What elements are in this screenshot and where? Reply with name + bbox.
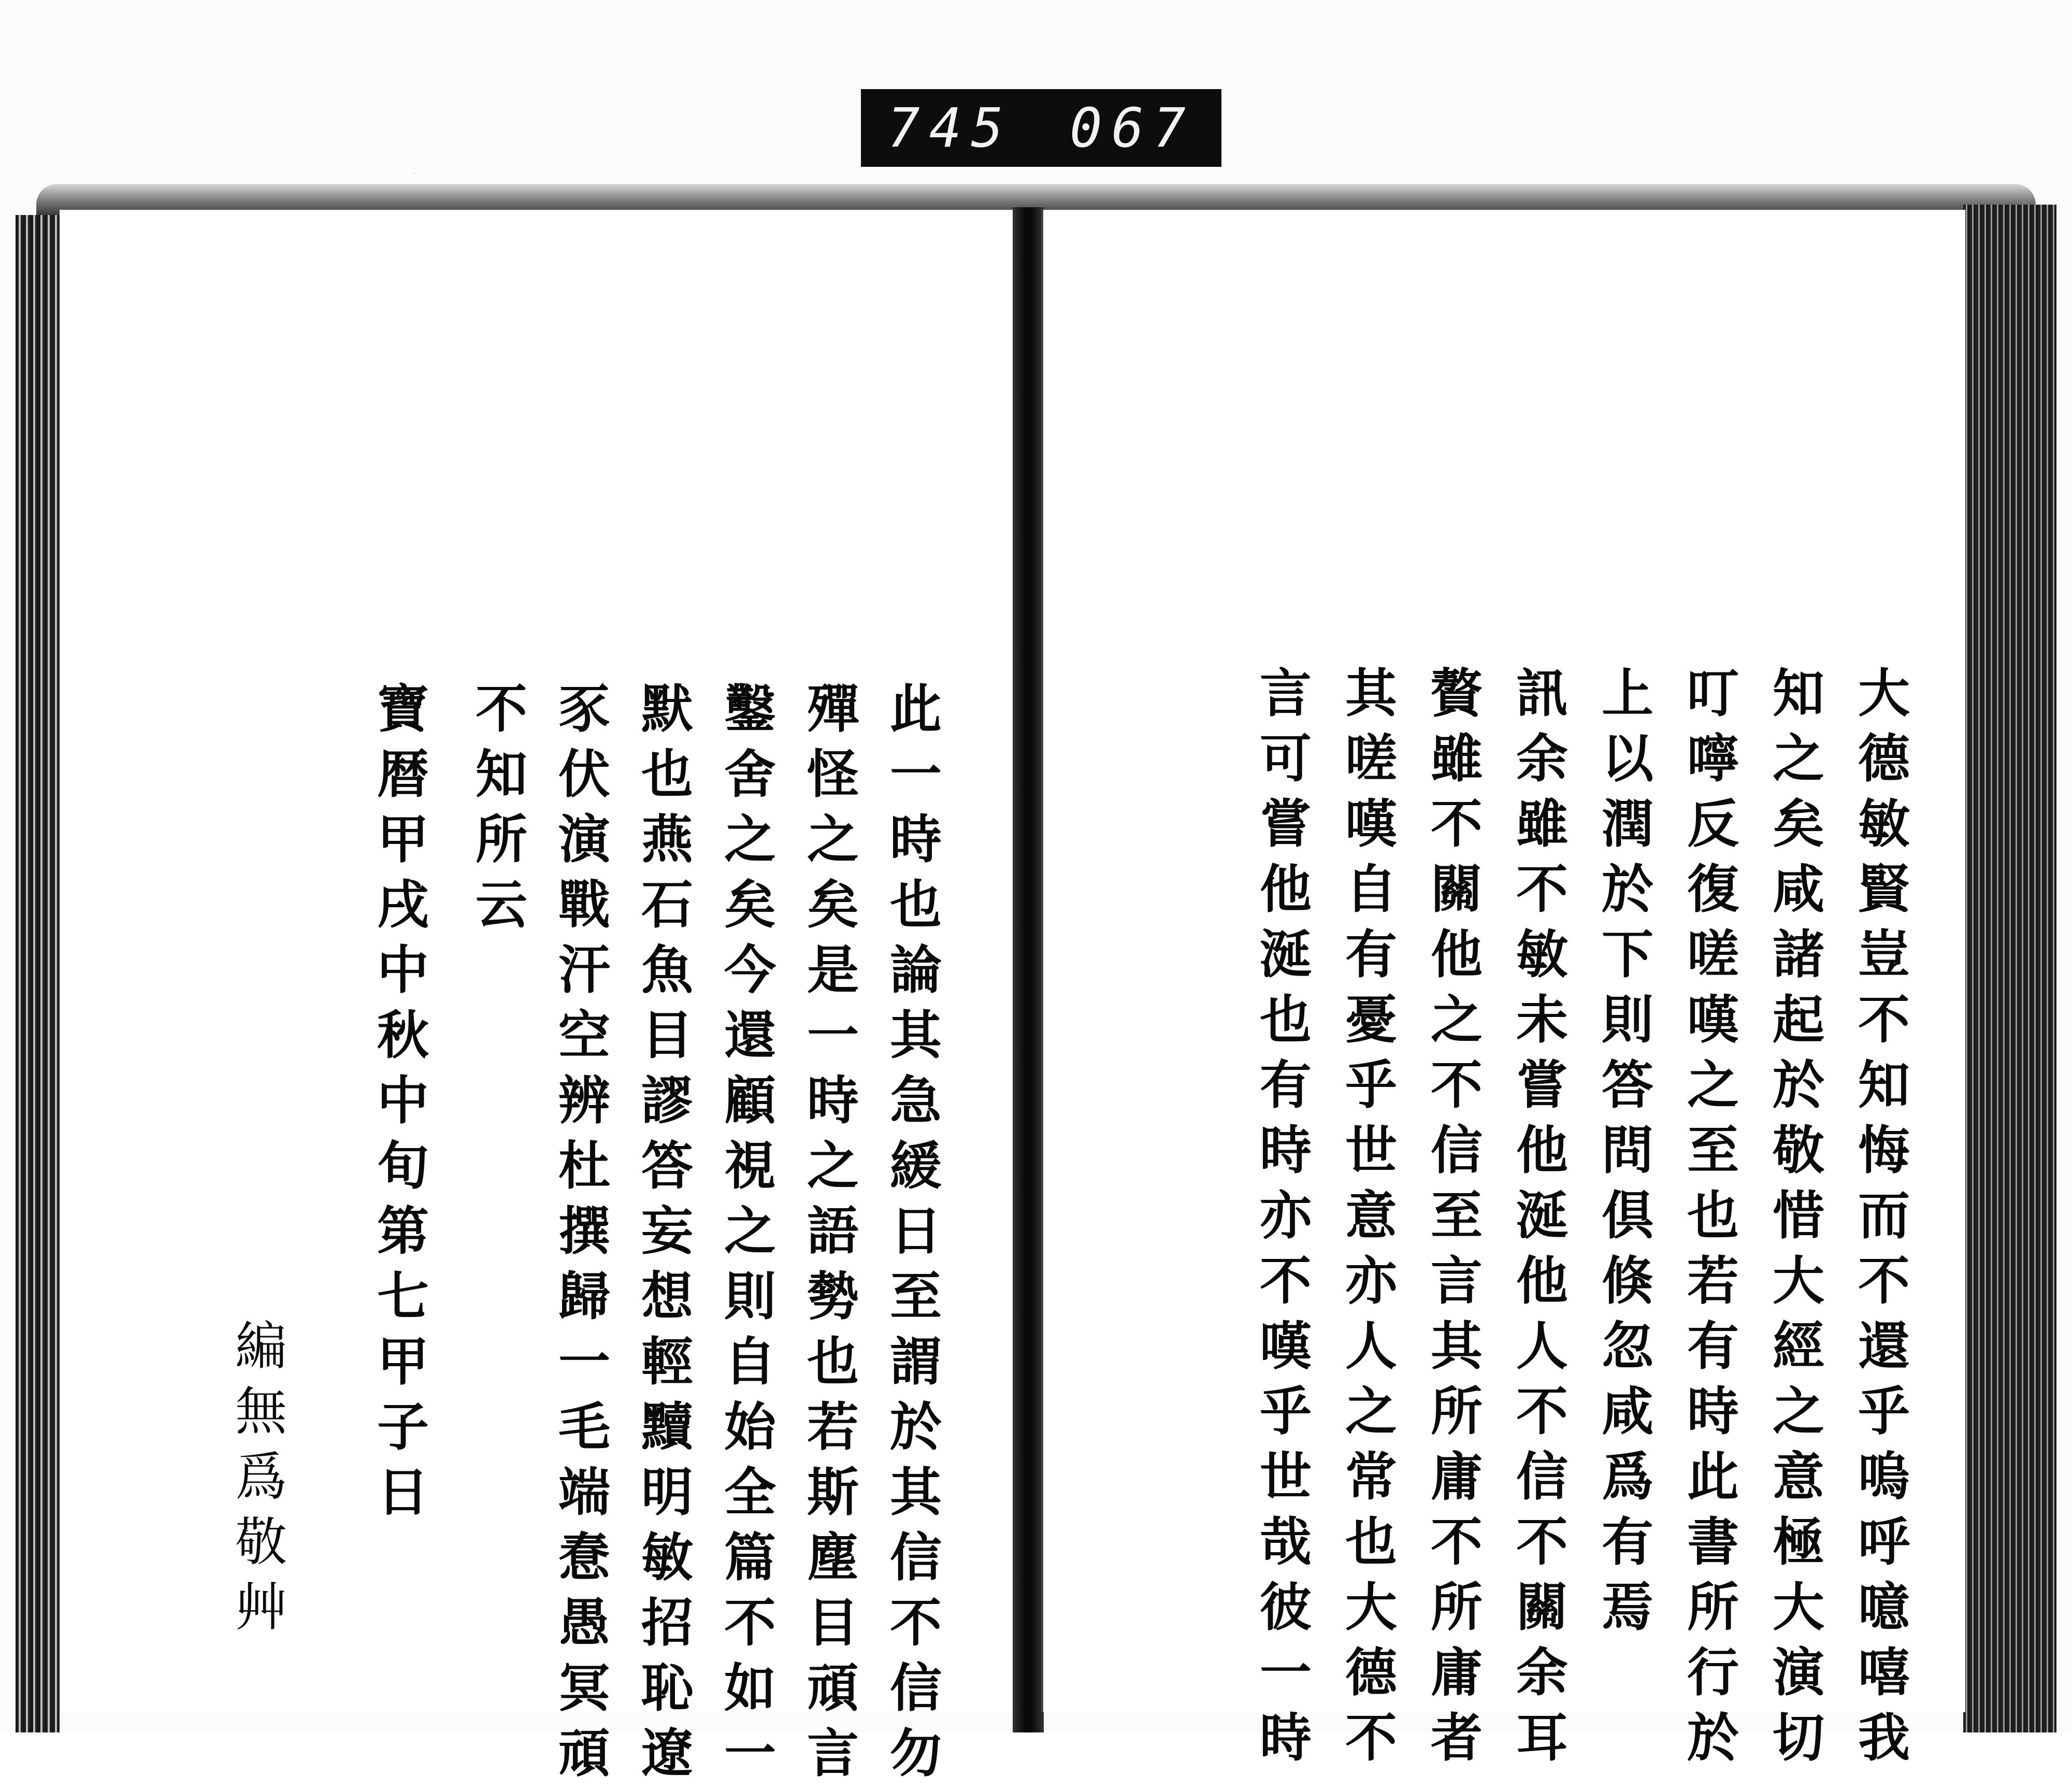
reel-frame-label bbox=[861, 89, 1221, 167]
left-text-column-3: 鑿舍之矣今還顧視之則自始全篇不如一 bbox=[715, 681, 776, 1791]
left-page bbox=[60, 210, 1023, 1791]
reel-number: 745 bbox=[887, 96, 1013, 160]
left-text-column-2: 殫怪之矣是一時之語勢也若斯塵目頑言 bbox=[798, 681, 859, 1791]
open-book bbox=[16, 184, 2056, 1791]
right-text-column-6: 贅雖不關他之不信至言其所庸不所庸者 bbox=[1422, 666, 1483, 1775]
left-text-column-4: 默也燕石魚目謬答妄想輕黷明敏招恥遼 bbox=[632, 681, 694, 1791]
frame-number: 067 bbox=[1070, 96, 1195, 160]
right-text-column-7: 其嗟嘆自有憂乎世意亦人之常也大德不 bbox=[1336, 666, 1398, 1775]
book-left-page-edges bbox=[16, 215, 60, 1732]
compiler-signature: 編無爲敬艸 bbox=[226, 1319, 287, 1645]
left-text-column-6: 不知所云 bbox=[467, 681, 528, 942]
right-page bbox=[1041, 210, 1965, 1775]
book-gutter bbox=[1013, 207, 1044, 1732]
right-text-column-8: 言可嘗他涎也有時亦不嘆乎世哉彼一時 bbox=[1251, 666, 1312, 1775]
right-text-column-1: 大德敏賢豈不知悔而不還乎嗚呼噫嘻我 bbox=[1849, 666, 1910, 1775]
left-text-column-1: 此一時也論其急緩日至謂於其信不信勿 bbox=[881, 681, 942, 1791]
colophon-date: 寶暦甲戌中秋中旬第七甲子日 bbox=[368, 681, 429, 1530]
book-right-page-edges bbox=[1963, 205, 2056, 1732]
right-text-column-4: 上以潤於下則答問倶倏忽咸爲有焉 bbox=[1593, 666, 1654, 1645]
right-text-column-3: 叮嚀反復嗟嘆之至也若有時此書所行於 bbox=[1678, 666, 1739, 1775]
right-text-column-5: 訊余雖不敏未嘗他涎他人不信不關余耳 bbox=[1507, 666, 1569, 1775]
right-text-column-2: 知之矣咸諸起於敬惜大經之意極大演切 bbox=[1764, 666, 1825, 1775]
left-text-column-5: 豕伏演戰汗空辨杜撰歸一毛端惷愚冥頑 bbox=[550, 681, 611, 1791]
